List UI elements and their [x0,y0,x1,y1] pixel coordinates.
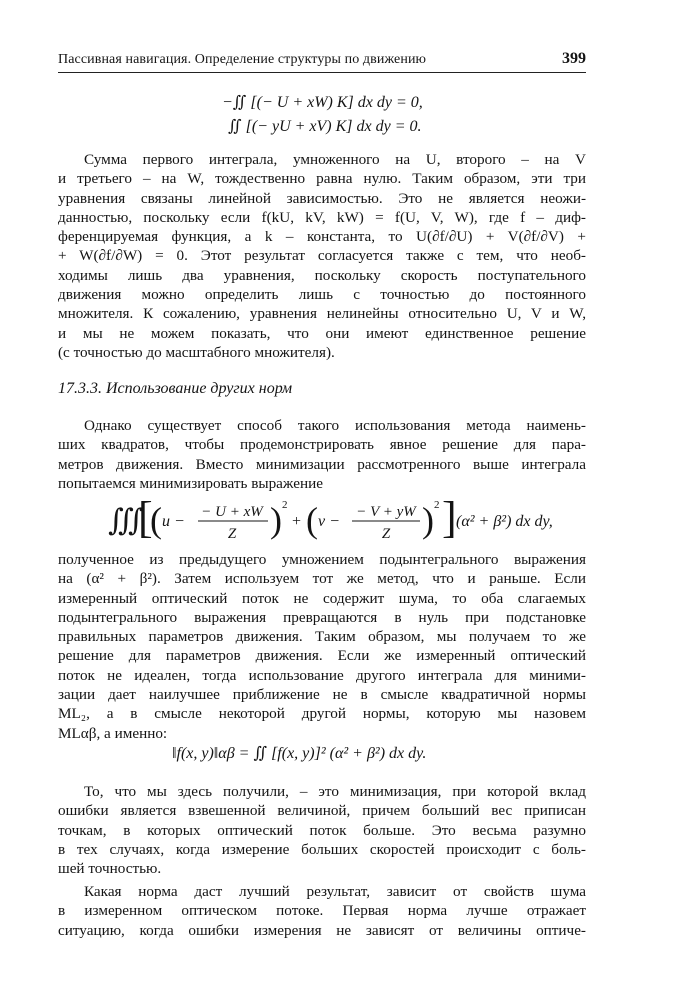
norm-equation: ‖f(x, y)‖αβ = ∬ [f(x, y)]² (α² + β²) dx dy. [172,745,427,762]
text-line: в тех случаях, когда измерение больших скоростей происходит с боль- [58,840,586,858]
text-line: шей точностью. [58,860,162,878]
text-line: и мы не можем показать, что они имеют единственное решение [58,324,586,342]
plus-sign: + [292,513,302,530]
exponent-two: 2 [434,499,440,511]
left-bracket: [ [138,496,153,542]
numerator-two: − V + yW [356,504,416,520]
running-header [58,50,586,73]
v-term: v − [318,513,340,530]
text-line: ML₂, а в смысле некоторой другой нормы, которую мы назовем [58,705,586,723]
u-term: u − [162,513,185,530]
triple-integral-sign: ∭ [108,504,144,537]
paragraph-other-norms [58,416,586,493]
denominator-one: Z [227,526,237,542]
text-line: Однако существует способ такого использования метода наимень- [84,417,586,434]
text-line: правильных параметров движения. Таким образом, мы получаем то же [58,628,586,646]
right-paren: ) [422,500,434,540]
text-line: полученное из предыдущего умножением подынтегрального выражения [58,551,586,568]
page-number: 399 [562,50,586,67]
paragraph-linear-dependence [58,150,586,362]
text-line: ошибки является взвешенной величиной, причем больший вес приписан [58,802,586,820]
text-line: MLαβ, а именно: [58,724,168,742]
equation-first-moment: −∬ [(− U + xW) K] dx dy = 0, [222,94,423,111]
exponent-one: 2 [282,499,288,511]
text-line: подынтегрального выражения превращаются в нуль при подстановке [58,608,586,626]
numerator-one: − U + xW [201,504,263,520]
text-line: То, что мы здесь получили, – это минимизация, при которой вклад [84,783,586,800]
equation-second-moment: ∬ [(− yU + xV) K] dx dy = 0. [228,118,422,135]
section-heading: 17.3.3. Использование других норм [58,380,293,397]
text-line: движения можно определить лишь с точностью до постоянного [58,286,586,304]
text-line: уравнения связаны линейной зависимостью. Это не является неожи- [58,189,586,207]
text-line: зации дает наилучшее приближение не в смысле квадратичной нормы [58,686,586,704]
text-line: ших квадратов, чтобы продемонстрировать явное решение для пара- [58,436,586,454]
text-line: и третьего – на W, тождественно равна нулю. Таким образом, эти три [58,170,586,188]
text-line: решение для параметров движения. Если же измеренный оптический [58,647,586,665]
text-line: (с точностью до масштабного множителя). [58,343,335,361]
text-line: Какая норма даст лучший результат, зависит от свойств шума [84,883,586,900]
text-line: ходимы лишь два уравнения, поскольку скорость поступательного [58,266,586,284]
text-line: Сумма первого интеграла, умноженного на U, второго – на V [84,151,586,168]
right-bracket: ] [442,496,457,542]
text-line: на (α² + β²). Затем используем тот же метод, что и раньше. Если [58,570,586,588]
text-line: попытаемся минимизировать выражение [58,474,323,492]
right-paren: ) [270,500,282,540]
text-line: метров движения. Вместо минимизации рассмотренного выше интеграла [58,455,586,473]
left-paren: ( [306,500,318,540]
denominator-two: Z [381,526,391,542]
left-paren: ( [150,500,162,540]
text-line: множителя. К сожалению, уравнения нелинейны относительно U, V и W, [58,305,586,323]
text-line: в измеренном оптическом потоке. Первая норма лучше отражает [58,902,586,920]
running-title: Пассивная навигация. Определение структуры по движению [58,52,427,67]
text-line: поток не идеален, тогда использование другого интеграла для миними- [58,666,586,684]
text-line: ференцируемая функция, а k – константа, то U(∂f/∂U) + V(∂f/∂V) + [58,228,586,246]
weighted-integral-equation [108,496,588,548]
text-line: данностью, поскольку если f(kU, kV, kW) = f(U, V, W), где f – диф- [58,208,586,226]
text-line: измеренный оптический поток не содержит шума, то оба слагаемых [58,589,586,607]
paragraph-noise [58,882,586,940]
text-line: точкам, в которых оптический поток больше. Это весьма разумно [58,821,586,839]
paragraph-weighting [58,782,586,878]
paragraph-derivation [58,550,586,743]
weight-term: (α² + β²) dx dy, [456,513,553,530]
text-line: + W(∂f/∂W) = 0. Этот результат согласуется также с тем, что необ- [58,247,586,265]
text-line: ситуацию, когда ошибки измерения не зависят от величины оптиче- [58,921,586,939]
